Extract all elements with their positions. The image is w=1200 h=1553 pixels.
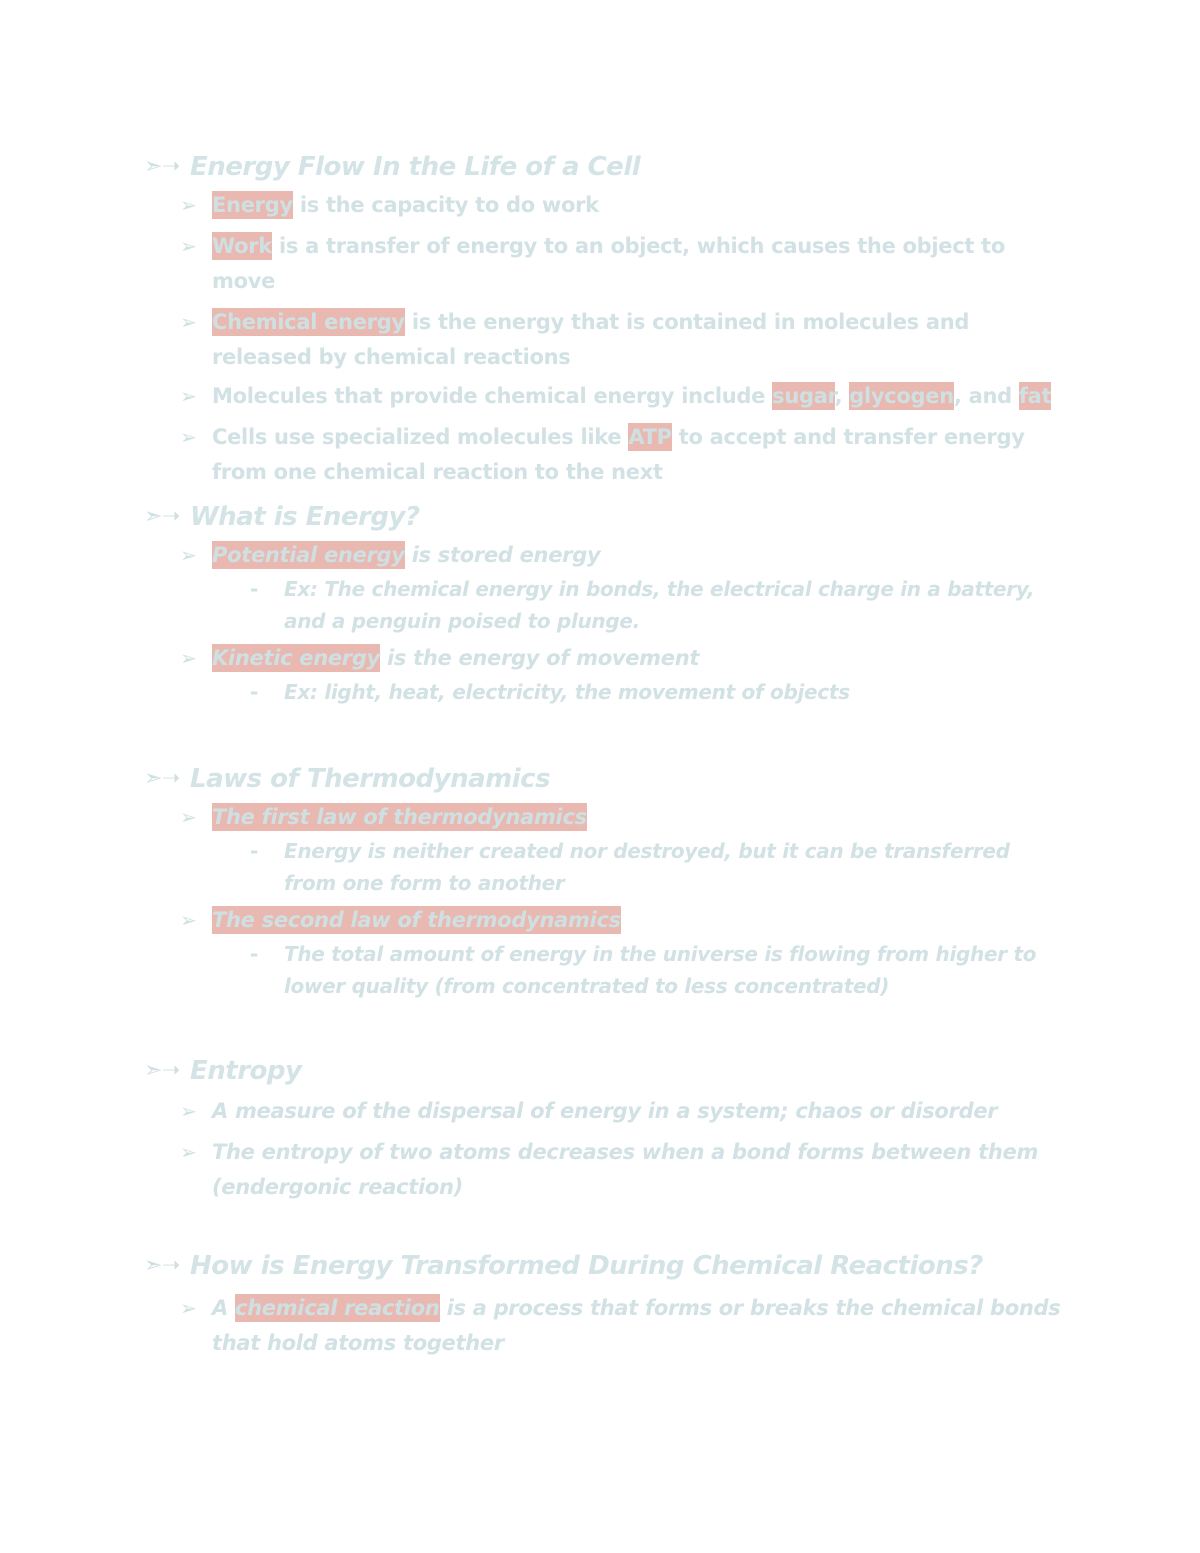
section-heading [142,762,1062,796]
item-text: is stored energy [404,543,601,567]
list-item [142,1094,1062,1129]
list-item [142,800,1062,835]
section-heading [142,1249,1062,1283]
heading-text: Laws of Thermodynamics [190,764,551,794]
sub-item [142,676,1062,708]
sub-item-text: The total amount of energy in the universe is flowing from higher to lower quality (from concentrated to less concentrated) [284,942,1037,998]
item-text: is a transfer of energy to an object, which causes the object to move [212,234,1006,293]
item-text: A measure of the dispersal of energy in a system; chaos or disorder [212,1099,998,1123]
item-text: is the energy of movement [379,646,700,670]
arrow-bullet-icon: ➢ [180,193,197,217]
arrow-bullet-icon: ➢ [180,543,197,567]
section-heading [142,500,1062,534]
section-heading [142,150,1062,184]
list-item [142,229,1062,299]
sub-item-text: Energy is neither created nor destroyed, but it can be transferred from one form to another [284,839,1010,895]
highlighted-term: Work [212,234,272,258]
section-what-is-energy [142,500,1062,708]
sub-item [142,938,1062,1002]
highlighted-term: Kinetic energy [212,646,380,670]
section-energy-flow [142,150,1062,490]
list-item [142,379,1062,414]
arrow-bullet-icon: ➢ [180,425,197,449]
heading-text: How is Energy Transformed During Chemical Reactions? [190,1251,983,1281]
item-text: A [212,1296,235,1320]
sub-item-text: Ex: The chemical energy in bonds, the electrical charge in a battery, and a penguin poised to plunge. [284,577,1035,633]
item-text: is a process that forms or breaks the chemical bonds that hold atoms together [212,1296,1061,1355]
arrow-bullet-icon: ➢ [180,1099,197,1123]
arrow-bullet-icon: ➢ [180,384,197,408]
dash-bullet: - [250,942,259,966]
list-item [142,1135,1062,1205]
item-text: The entropy of two atoms decreases when a bond forms between them (endergonic reaction) [212,1140,1039,1199]
list-item [142,305,1062,375]
section-heading [142,1054,1062,1088]
dash-bullet: - [250,680,259,704]
item-text: , and [953,384,1019,408]
list-item [142,1291,1062,1361]
double-arrow-bullet-icon: ➣➝ [144,766,180,791]
list-item [142,188,1062,223]
arrow-bullet-icon: ➢ [180,805,197,829]
sub-item [142,573,1062,637]
double-arrow-bullet-icon: ➣➝ [144,1058,180,1083]
heading-text: Energy Flow In the Life of a Cell [190,152,641,182]
heading-text: Entropy [190,1056,302,1086]
list-item [142,641,1062,676]
sub-item-text: Ex: light, heat, electricity, the movement of objects [284,680,850,704]
highlighted-term: Chemical energy [212,310,405,334]
item-text: is the capacity to do work [292,193,599,217]
arrow-bullet-icon: ➢ [180,1296,197,1320]
section-thermodynamics [142,762,1062,1002]
arrow-bullet-icon: ➢ [180,1140,197,1164]
highlighted-term: The second law of thermodynamics [212,908,621,932]
item-text: is the energy that is contained in molecules and released by chemical reactions [212,310,970,369]
heading-text: What is Energy? [190,502,420,532]
arrow-bullet-icon: ➢ [180,234,197,258]
double-arrow-bullet-icon: ➣➝ [144,1253,180,1278]
arrow-bullet-icon: ➢ [180,310,197,334]
list-item [142,903,1062,938]
dash-bullet: - [250,577,259,601]
arrow-bullet-icon: ➢ [180,908,197,932]
section-entropy [142,1054,1062,1205]
highlighted-term: Potential energy [212,543,405,567]
item-text: , [834,384,850,408]
list-item [142,420,1062,490]
item-text: Cells use specialized molecules like [212,425,629,449]
arrow-bullet-icon: ➢ [180,646,197,670]
highlighted-term: ATP [628,425,672,449]
highlighted-term: sugar [772,384,835,408]
highlighted-term: fat [1018,384,1052,408]
sub-item [142,835,1062,899]
highlighted-term: Energy [212,193,293,217]
list-item [142,538,1062,573]
item-text: Molecules that provide chemical energy include [212,384,773,408]
highlighted-term: chemical reaction [234,1296,440,1320]
highlighted-term: The first law of thermodynamics [212,805,587,829]
double-arrow-bullet-icon: ➣➝ [144,154,180,179]
dash-bullet: - [250,839,259,863]
double-arrow-bullet-icon: ➣➝ [144,504,180,529]
highlighted-term: glycogen [849,384,954,408]
item-text: to accept and transfer energy from one chemical reaction to the next [212,425,1025,484]
section-chemical-reactions [142,1249,1062,1361]
